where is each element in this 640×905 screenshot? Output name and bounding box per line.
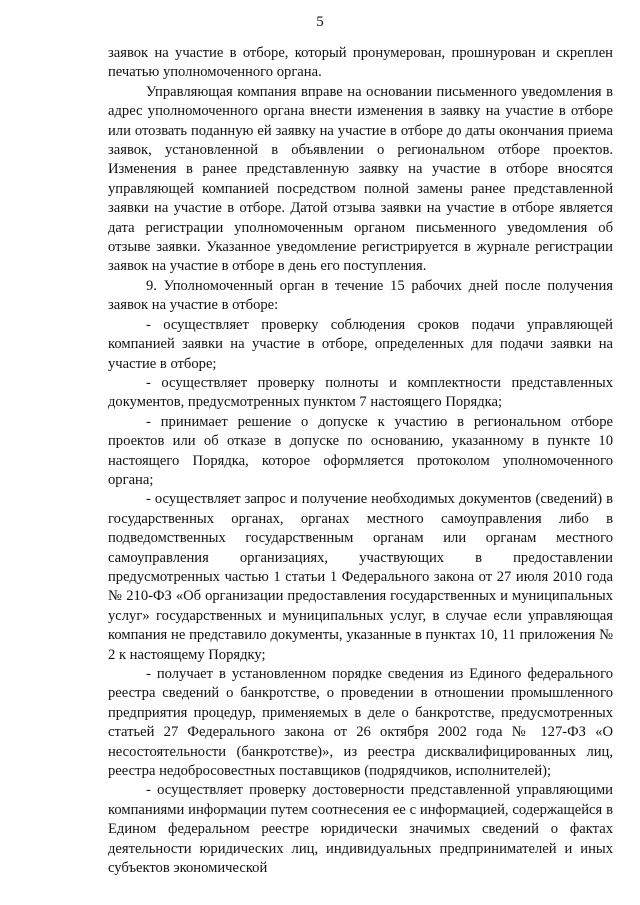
paragraph-withdrawal: Управляющая компания вправе на основании письменного уведомления в адрес уполномоченного органа внести изменения в заявку на участие в отборе или отозвать поданную ей заявку на участие в отборе до даты окончания приема заявок, установленной в объявлении о региональном отборе проектов. Изменения в ранее представленную заявку на участие в отборе вносятся управляющей компанией посредством полной замены ранее представленной заявки на участие в отборе. Датой отзыва заявки на участие в отборе является дата регистрации уполномоченным органом письменного уведомления об отзыве заявки. Указанное уведомление регистрируется в журнале регистрации заявок на участие в отборе в день его поступления.: [108, 83, 613, 275]
paragraph-item-9: 9. Уполномоченный орган в течение 15 рабочих дней после получения заявок на участие в отборе:: [108, 277, 613, 314]
paragraph-continuation: заявок на участие в отборе, который пронумерован, прошнурован и скреплен печатью уполномоченного органа.: [108, 45, 613, 81]
list-item: - осуществляет проверку полноты и комплектности представленных документов, предусмотренных пунктом 7 настоящего Порядка;: [108, 374, 613, 411]
list-item: - осуществляет проверку достоверности представленной управляющими компаниями информации путем соотнесения ее с информацией, содержащейся в Едином федеральном реестре юридически значимых сведений о фактах деятельности юридических лиц, индивидуальных предпринимателей и иных субъектов экономической: [108, 782, 613, 877]
document-body: [108, 44, 613, 878]
list-item: - осуществляет запрос и получение необходимых документов (сведений) в государственных органах, органах местного самоуправления либо в подведомственных государственным органам или органам местного самоуправления организациях, участвующих в предоставлении предусмотренных частью 1 статьи 1 Федерального закона от 27 июля 2010 года № 210-ФЗ «Об организации предоставления государственных и муниципальных услуг» государственных и муниципальных услуг, в случае если управляющая компания не представило документы, указанные в пунктах 10, 11 приложения № 2 к настоящему Порядку;: [108, 491, 613, 663]
list-item: - принимает решение о допуске к участию в региональном отборе проектов или об отказе в допуске по основанию, указанному в пункте 10 настоящего Порядка, которое оформляется протоколом уполномоченного органа;: [108, 413, 613, 488]
list-item: - получает в установленном порядке сведения из Единого федерального реестра сведений о банкротстве, о проведении в отношении промышленного предприятия процедур, применяемых в деле о банкротстве, предусмотренных статьей 27 Федерального закона от 26 октября 2002 года № 127-ФЗ «О несостоятельности (банкротстве)», из реестра дисквалифицированных лиц, реестра недобросовестных поставщиков (подрядчиков, исполнителей);: [108, 666, 613, 780]
list-item: - осуществляет проверку соблюдения сроков подачи управляющей компанией заявки на участие в отборе, определенных для подачи заявки на участие в отборе;: [108, 316, 613, 372]
page-number: 5: [316, 14, 324, 30]
